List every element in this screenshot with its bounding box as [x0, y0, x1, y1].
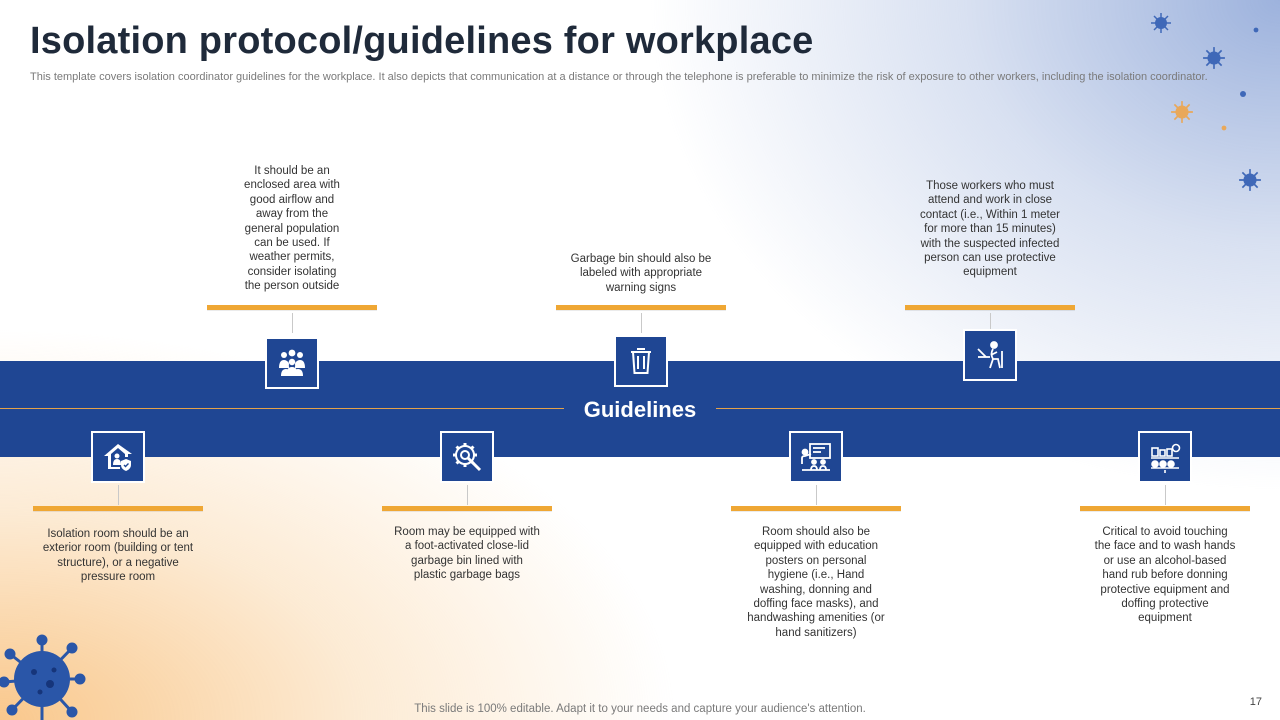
virus-small-icon — [1202, 46, 1226, 70]
footer-note: This slide is 100% editable. Adapt it to your needs and capture your audience's attention. — [414, 703, 866, 715]
top-item-1-connector — [292, 313, 293, 333]
bottom-item-3-icon-box — [789, 431, 843, 483]
bottom-item-4-bar — [1080, 506, 1250, 511]
bottom-item-1-text: Isolation room should be an exterior room (building or tent structure), or a negative pressure room — [42, 528, 194, 584]
bottom-item-1-icon-box — [91, 431, 145, 483]
gear-search-icon — [450, 440, 484, 474]
bottom-item-2-icon-box — [440, 431, 494, 483]
page-title: Isolation protocol/guidelines for workplace — [30, 20, 814, 62]
bottom-item-4-icon-box — [1138, 431, 1192, 483]
bottom-item-1-connector — [118, 485, 119, 505]
supply-chain-icon — [1148, 440, 1182, 474]
page-number: 17 — [1249, 696, 1262, 708]
person-at-desk-icon — [973, 338, 1007, 372]
bottom-item-2-text: Room may be equipped with a foot-activated close-lid garbage bin lined with plastic garbage bags — [394, 526, 540, 582]
virus-dot-icon — [1220, 124, 1228, 132]
virus-dot-icon — [1238, 89, 1248, 99]
guidelines-label: Guidelines — [564, 395, 716, 425]
top-item-3-text: Those workers who must attend and work in close contact (i.e., Within 1 meter for more than 15 minutes) with the suspected infected person can use protective equipment — [920, 180, 1060, 279]
top-item-2-icon-box — [614, 335, 668, 387]
bottom-item-3-text: Room should also be equipped with education posters on personal hygiene (i.e., Hand washing, donning and doffing face masks), and handwashing amenities (or hand sanitizers) — [747, 526, 885, 639]
presentation-board-icon — [799, 440, 833, 474]
bottom-item-4-connector — [1165, 485, 1166, 505]
top-item-1-bar — [207, 305, 377, 310]
virus-dot-icon — [1252, 26, 1260, 34]
top-item-1-text: It should be an enclosed area with good airflow and away from the general population can be used. If weather permits, consider isolating the person outside — [244, 165, 340, 293]
bottom-item-2-bar — [382, 506, 552, 511]
virus-small-icon — [1170, 100, 1194, 124]
top-item-3-icon-box — [963, 329, 1017, 381]
page-subtitle: This template covers isolation coordinator guidelines for the workplace. It also depicts that communication at a distance or through the telephone is preferable to minimize the risk of exposure to other workers, including the isolation coordinator. — [30, 71, 1208, 83]
top-item-2-text: Garbage bin should also be labeled with appropriate warning signs — [570, 253, 712, 294]
trash-bin-icon — [624, 344, 658, 378]
bottom-item-4-text: Critical to avoid touching the face and to wash hands or use an alcohol-based hand rub before donning protective equipment and doffing protective equipment — [1094, 526, 1236, 625]
virus-small-icon — [1150, 12, 1172, 34]
group-of-people-icon — [275, 346, 309, 380]
top-item-3-bar — [905, 305, 1075, 310]
home-shield-icon — [101, 440, 135, 474]
top-item-1-icon-box — [265, 337, 319, 389]
top-item-2-connector — [641, 313, 642, 333]
bottom-item-1-bar — [33, 506, 203, 511]
bottom-item-3-connector — [816, 485, 817, 505]
top-item-2-bar — [556, 305, 726, 310]
virus-small-icon — [1238, 168, 1262, 192]
bottom-item-2-connector — [467, 485, 468, 505]
bottom-item-3-bar — [731, 506, 901, 511]
